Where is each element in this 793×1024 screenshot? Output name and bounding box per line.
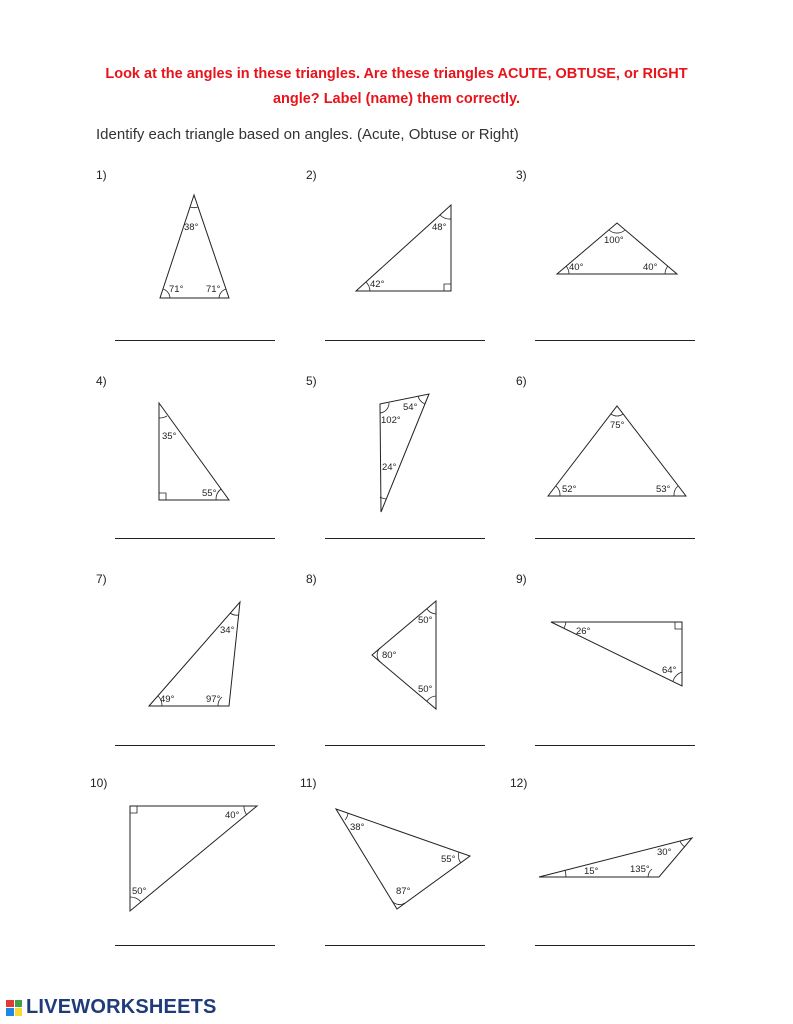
angle-label: 75°	[610, 420, 625, 431]
angle-label: 40°	[569, 262, 584, 273]
angle-label: 35°	[162, 431, 177, 442]
problem-number-7: 7)	[96, 572, 107, 586]
triangle-12	[539, 838, 692, 877]
angle-label: 48°	[432, 222, 447, 233]
angle-label: 38°	[350, 822, 365, 833]
problem-number-10: 10)	[90, 776, 108, 790]
angle-label: 52°	[562, 484, 577, 495]
triangle-4	[159, 403, 229, 500]
angle-label: 87°	[396, 886, 411, 897]
triangle-3	[557, 223, 677, 274]
logo-square-yellow	[15, 1008, 23, 1016]
instruction-line-2: angle? Label (name) them correctly.	[272, 91, 521, 107]
triangle-5	[380, 394, 429, 512]
logo-text: LIVEWORKSHEETS	[26, 996, 217, 1018]
problem-number-6: 6)	[516, 374, 527, 388]
problem-number-11: 11)	[300, 776, 317, 790]
problem-number-3: 3)	[516, 168, 527, 182]
problem-number-2: 2)	[306, 168, 317, 182]
angle-label: 34°	[220, 625, 235, 636]
angle-label: 24°	[382, 462, 397, 473]
instruction-line-1: Look at the angles in these triangles. Are these triangles ACUTE, OBTUSE, or RIGHT	[105, 66, 688, 82]
problem-number-4: 4)	[96, 374, 107, 388]
triangle-9	[551, 622, 682, 686]
liveworksheets-logo	[6, 996, 217, 1019]
triangle-6	[548, 406, 686, 496]
triangle-1	[160, 195, 229, 298]
angle-label: 49°	[160, 694, 175, 705]
problem-number-5: 5)	[306, 374, 317, 388]
angle-label: 55°	[441, 854, 456, 865]
angle-label: 71°	[206, 284, 221, 295]
angle-label: 97°	[206, 694, 221, 705]
angle-label: 55°	[202, 488, 217, 499]
triangle-11	[336, 809, 470, 909]
problem-number-1: 1)	[96, 168, 107, 182]
angle-label: 80°	[382, 650, 397, 661]
subheading: Identify each triangle based on angles. (Acute, Obtuse or Right)	[96, 126, 519, 143]
angle-label: 38°	[184, 222, 199, 233]
angle-label: 42°	[370, 279, 385, 290]
problem-number-8: 8)	[306, 572, 317, 586]
angle-label: 26°	[576, 626, 591, 637]
angle-label: 64°	[662, 665, 677, 676]
triangle-8	[372, 601, 436, 709]
angle-label: 40°	[225, 810, 240, 821]
angle-label: 54°	[403, 402, 418, 413]
logo-square-red	[6, 1000, 14, 1008]
angle-label: 102°	[381, 415, 401, 426]
angle-label: 15°	[584, 866, 599, 877]
angle-label: 135°	[630, 864, 650, 875]
angle-label: 53°	[656, 484, 671, 495]
triangle-2	[356, 205, 451, 291]
angle-label: 50°	[418, 684, 433, 695]
angle-label: 40°	[643, 262, 658, 273]
logo-square-green	[15, 1000, 23, 1008]
angle-label: 71°	[169, 284, 184, 295]
triangle-7	[149, 602, 240, 706]
angle-label: 50°	[418, 615, 433, 626]
problem-number-9: 9)	[516, 572, 527, 586]
problem-number-12: 12)	[510, 776, 528, 790]
triangle-10	[130, 806, 257, 911]
angle-label: 100°	[604, 235, 624, 246]
angle-label: 50°	[132, 886, 147, 897]
logo-icon	[6, 1000, 22, 1016]
logo-square-blue	[6, 1008, 14, 1016]
angle-label: 30°	[657, 847, 672, 858]
